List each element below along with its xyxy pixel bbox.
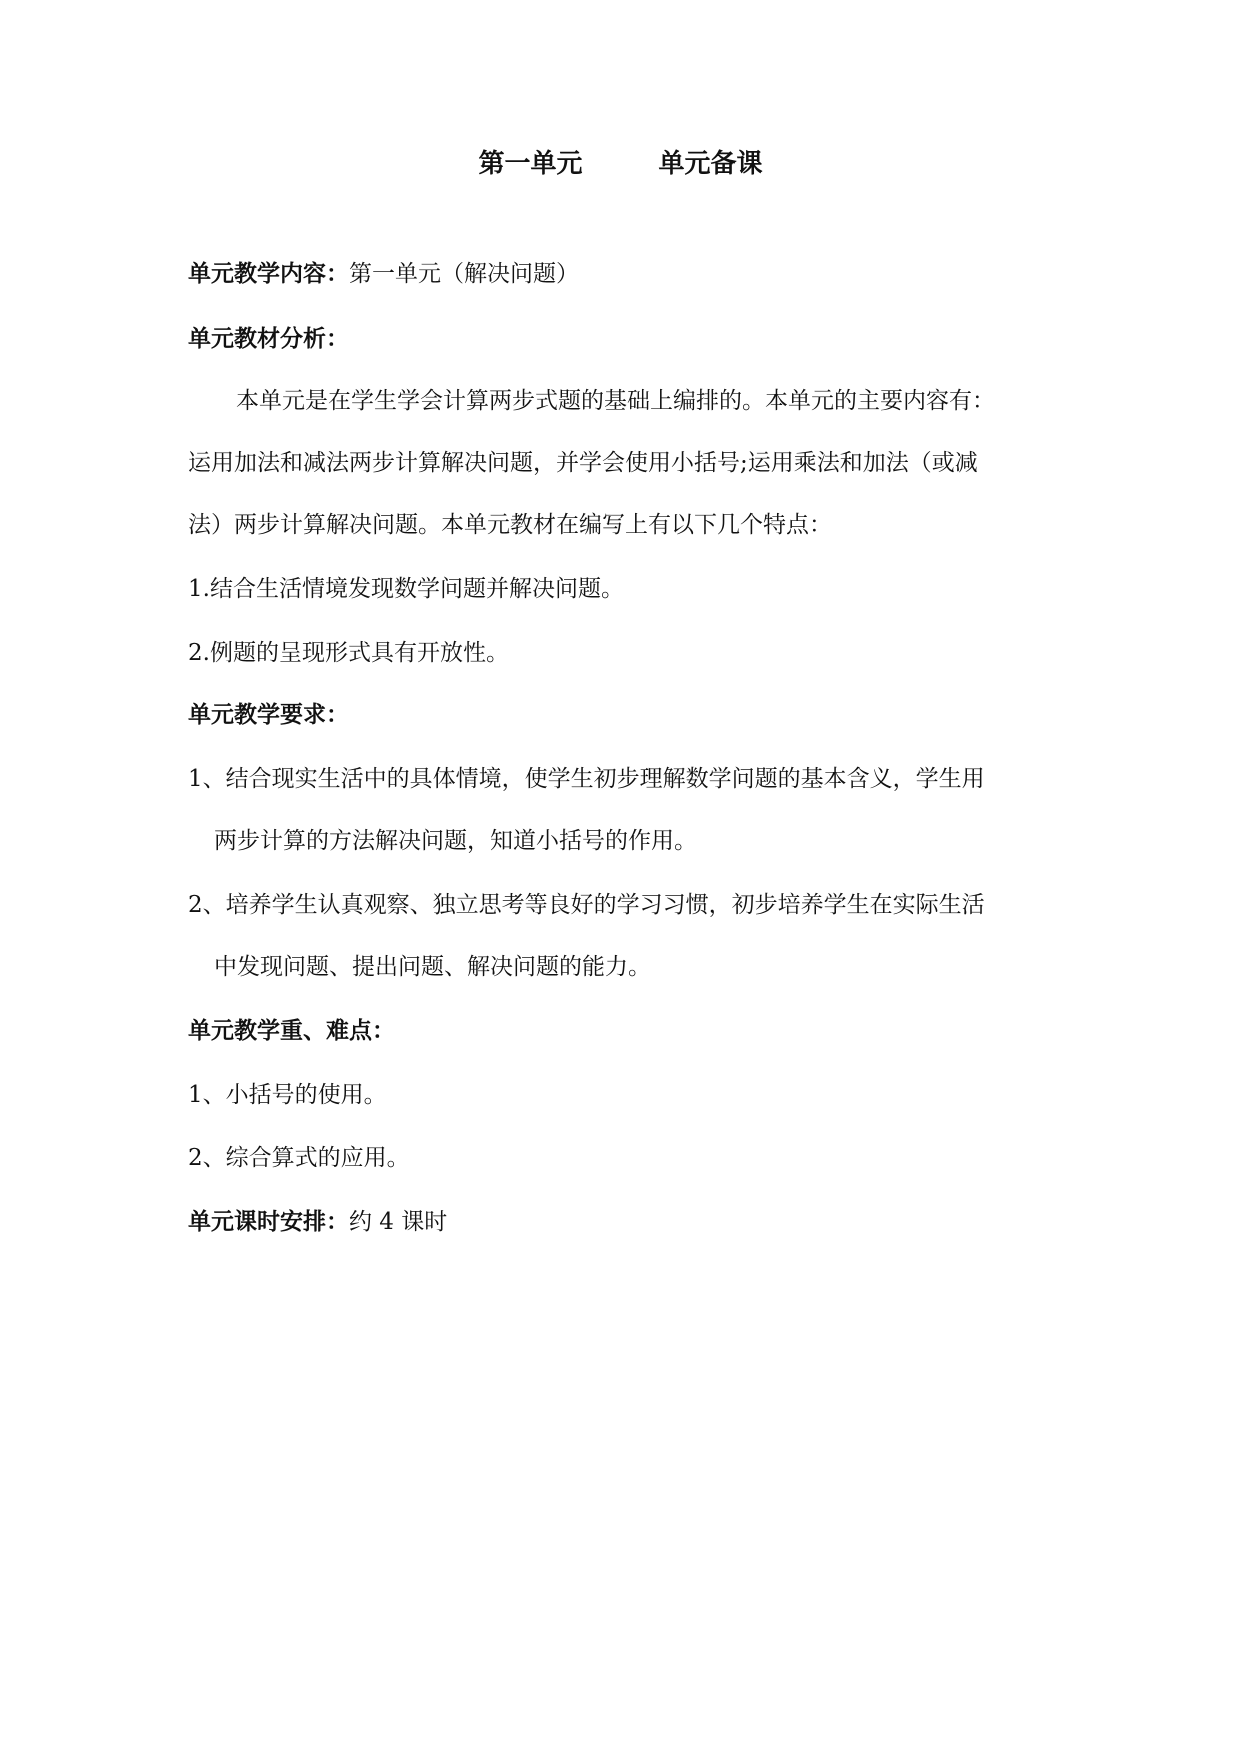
content-label: 单元教学内容： [188, 261, 349, 287]
analysis-paragraph-line: 本单元是在学生学会计算两步式题的基础上编排的。本单元的主要内容有： [236, 388, 995, 414]
key-point-item: 2、综合算式的应用。 [188, 1145, 410, 1171]
schedule-label: 单元课时安排： [188, 1209, 349, 1235]
schedule-line [188, 1205, 1058, 1239]
page-title [0, 146, 1241, 182]
title-lesson-prep: 单元备课 [658, 149, 763, 179]
schedule-value: 约 4 课时 [349, 1209, 448, 1235]
requirement-item-continued: 中发现问题、提出问题、解决问题的能力。 [214, 954, 651, 980]
analysis-paragraph-line: 法）两步计算解决问题。本单元教材在编写上有以下几个特点： [188, 512, 832, 538]
key-point-item: 1、小括号的使用。 [188, 1082, 387, 1108]
analysis-paragraph-line: 运用加法和减法两步计算解决问题，并学会使用小括号;运用乘法和加法（或减 [188, 450, 978, 476]
content-value: 第一单元（解决问题） [349, 261, 579, 287]
requirements-heading: 单元教学要求： [188, 702, 349, 728]
requirement-item: 2、培养学生认真观察、独立思考等良好的学习习惯，初步培养学生在实际生活 [188, 892, 985, 918]
requirement-item: 1、结合现实生活中的具体情境，使学生初步理解数学问题的基本含义，学生用 [188, 766, 985, 792]
analysis-point: 2.例题的呈现形式具有开放性。 [188, 640, 509, 666]
title-unit: 第一单元 [478, 149, 583, 179]
key-points-heading: 单元教学重、难点： [188, 1018, 395, 1044]
analysis-point: 1.结合生活情境发现数学问题并解决问题。 [188, 576, 624, 602]
content-line [188, 257, 1058, 291]
requirement-item-continued: 两步计算的方法解决问题，知道小括号的作用。 [214, 828, 697, 854]
analysis-heading: 单元教材分析： [188, 326, 349, 352]
